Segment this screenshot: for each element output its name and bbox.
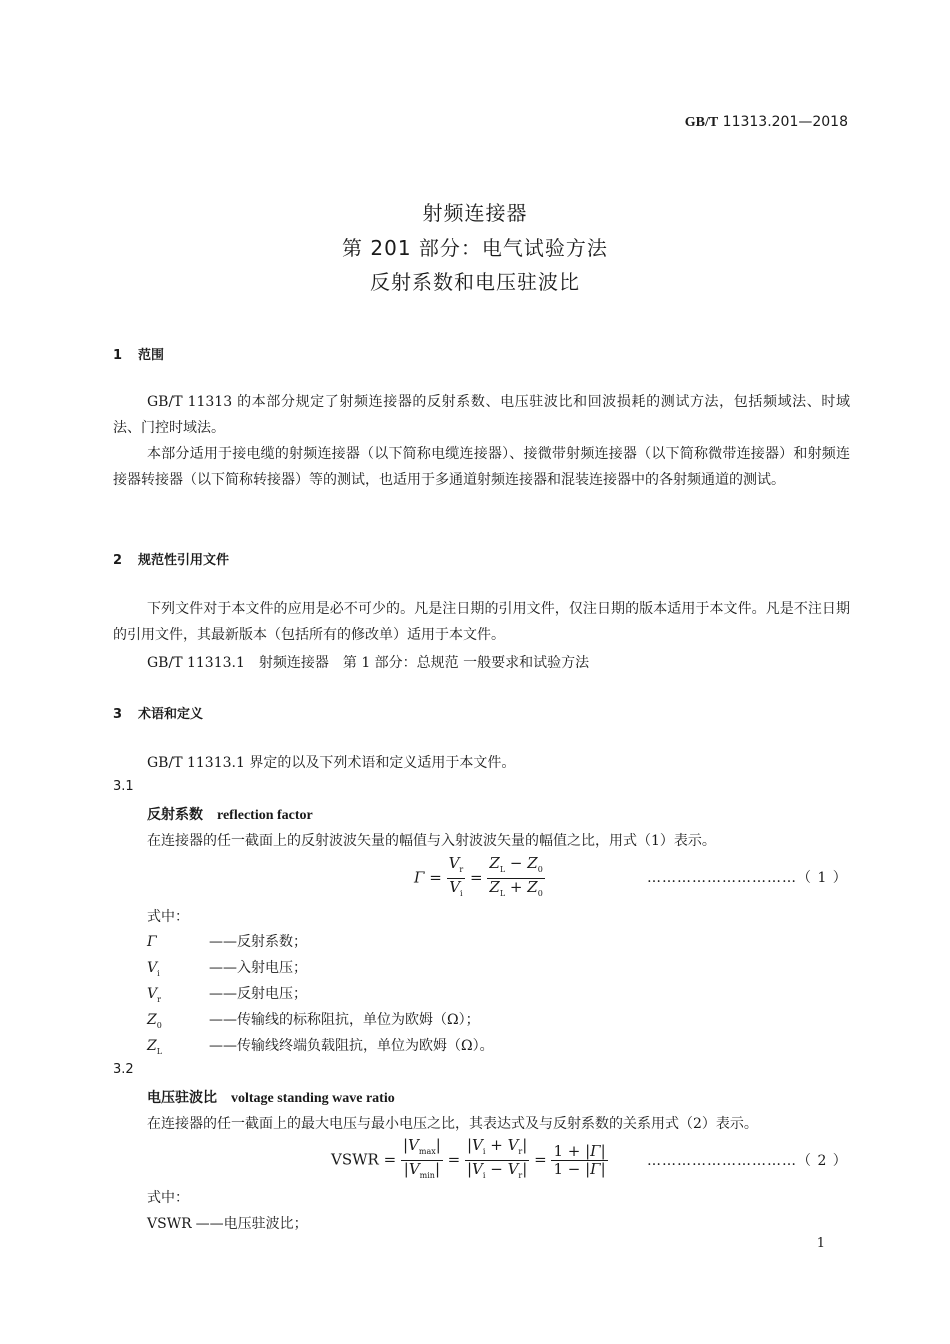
equation-number-2: …………………………（ 2 ） (647, 1153, 848, 1169)
term-vswr (147, 1087, 395, 1107)
formula-1: Γ = $\frac{V_r}{V_i}$ = $\frac{Z_L - Z_0}{Z_L + Z_0}$ (414, 855, 545, 902)
standard-code-number: 11313.201—2018 (722, 114, 848, 130)
section-number: 3 (113, 707, 123, 722)
section-2-heading (113, 549, 229, 568)
definition-row: $V_i$ ——入射电压； (147, 960, 307, 978)
section-number: 1 (113, 348, 123, 363)
term-en: voltage standing wave ratio (231, 1091, 395, 1106)
standard-code-prefix: GB/T (684, 115, 719, 130)
title-line-2: 第 201 部分：电气试验方法 (342, 236, 608, 260)
formula-2-fraction-gamma: $\frac{1 + |\Gamma|}{1 - |\Gamma|}$ (553, 1142, 606, 1178)
formula-2-fraction-voltages: $\frac{|V_i + V_r|}{|V_i - V_r|}$ (466, 1136, 528, 1180)
title-line-3: 反射系数和电压驻波比 (370, 270, 580, 294)
definition-row: $Z_L$ ——传输线终端负载阻抗，单位为欧姆（Ω）。 (147, 1038, 494, 1056)
section-1-heading (113, 344, 164, 363)
term-reflection-factor (147, 804, 313, 824)
where-label-2: 式中： (147, 1190, 189, 1206)
section-3-heading (113, 703, 203, 722)
formula-2: VSWR = $\frac{|V_{max}|}{|V_{min}|}$ = $\frac{|V_i + V_r|}{|V_i - V_r|}$ = $\frac{1 + |\Gamma|}{1 - |\Gamma|}$ (331, 1137, 608, 1184)
term-3-1-definition: 在连接器的任一截面上的反射波波矢量的幅值与入射波波矢量的幅值之比，用式（1）表示。 (147, 833, 716, 849)
term-zh: 电压驻波比 (147, 1090, 217, 1106)
section-2-paragraph-1: 下列文件对于本文件的应用是必不可少的。凡是注日期的引用文件，仅注日期的版本适用于本文件。凡是不注日期的引用文件，其最新版本（包括所有的修改单）适用于本文件。 (113, 601, 850, 643)
term-en: reflection factor (217, 808, 313, 823)
section-1-paragraph-2: 本部分适用于接电缆的射频连接器（以下简称电缆连接器）、接微带射频连接器（以下简称微带连接器）和射频连接器转接器（以下简称转接器）等的测试，也适用于多通道射频连接器和混装连接器中的各射频通道的测试。 (113, 446, 850, 488)
section-number: 2 (113, 553, 123, 568)
title-line-1: 射频连接器 (422, 201, 528, 225)
clause-3-2-number: 3.2 (113, 1062, 134, 1077)
formula-1-fraction-impedance: $\frac{Z_L - Z_0}{Z_L + Z_0}$ (489, 854, 543, 898)
definition-row: VSWR ——电压驻波比； (147, 1216, 308, 1232)
section-title: 规范性引用文件 (138, 553, 230, 568)
term-3-2-definition: 在连接器的任一截面上的最大电压与最小电压之比，其表达式及与反射系数的关系用式（2）表示。 (147, 1116, 758, 1132)
normative-reference: GB/T 11313.1 射频连接器 第 1 部分：总规范 一般要求和试验方法 (147, 655, 590, 671)
formula-2-lhs: VSWR (331, 1150, 379, 1169)
where-label-1: 式中： (147, 909, 189, 925)
definition-row: Γ ——反射系数； (147, 934, 307, 950)
formula-2-fraction-max-min: $\frac{|V_{max}|}{|V_{min}|}$ (402, 1136, 441, 1180)
formula-1-lhs: Γ (414, 868, 425, 887)
formula-1-fraction-voltage: $\frac{V_r}{V_i}$ (448, 854, 464, 898)
standard-code (685, 114, 848, 131)
section-title: 术语和定义 (138, 707, 204, 722)
equation-number-1: …………………………（ 1 ） (647, 870, 848, 886)
section-1-paragraph-1: GB/T 11313 的本部分规定了射频连接器的反射系数、电压驻波比和回波损耗的测试方法，包括频域法、时域法、门控时域法。 (113, 394, 850, 436)
definition-row: $Z_0$ ——传输线的标称阻抗，单位为欧姆（Ω）； (147, 1012, 480, 1030)
page-number: 1 (816, 1236, 825, 1251)
clause-3-1-number: 3.1 (113, 779, 134, 794)
section-title: 范围 (138, 348, 165, 363)
section-3-paragraph-1: GB/T 11313.1 界定的以及下列术语和定义适用于本文件。 (147, 755, 516, 771)
definition-row: $V_r$ ——反射电压； (147, 986, 307, 1004)
term-zh: 反射系数 (147, 807, 203, 823)
